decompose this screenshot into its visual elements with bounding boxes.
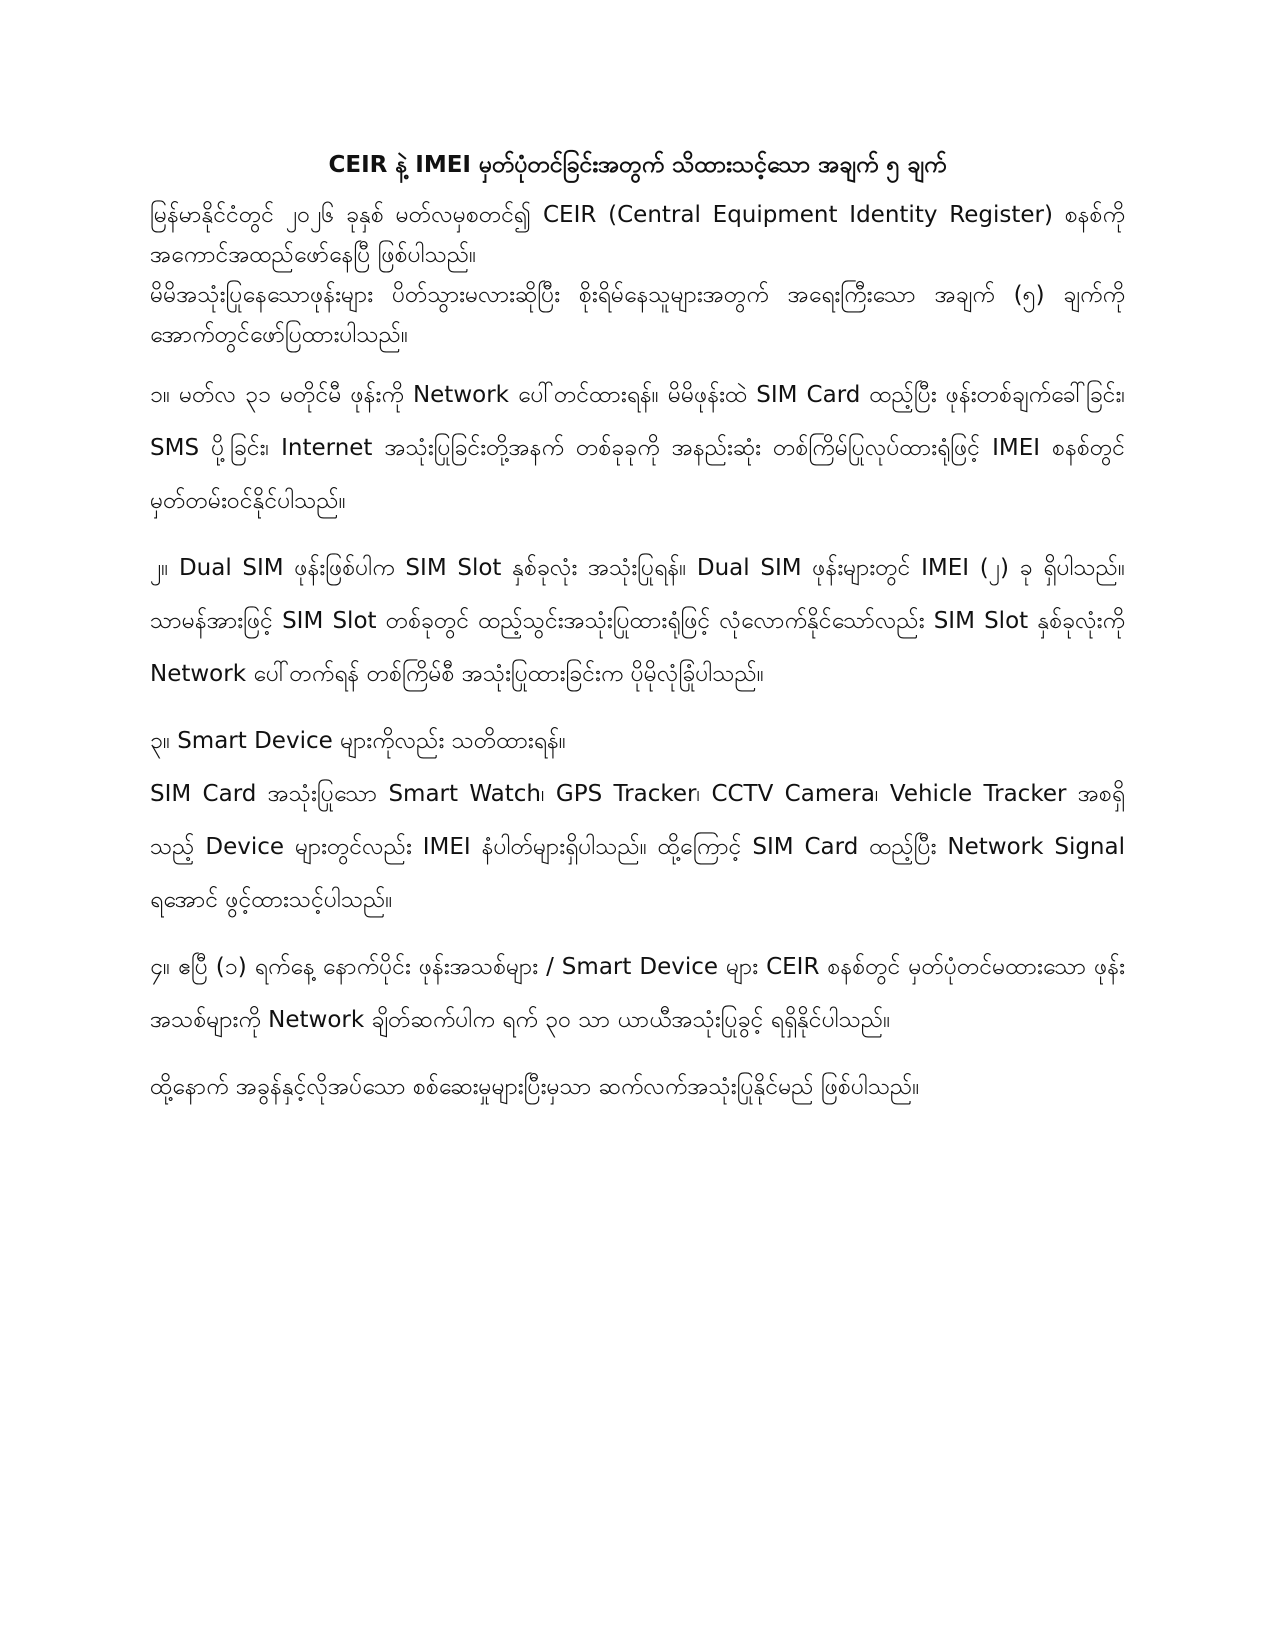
point-3-heading: ၃။ Smart Device များကိုလည်း သတိထားရန်။	[150, 728, 566, 754]
closing-paragraph: ထို့နောက် အခွန်နှင့်လိုအပ်သော စစ်ဆေးမှုများပြီးမှသာ ဆက်လက်အသုံးပြုနိုင်မည် ဖြစ်ပါသည်။	[150, 1074, 920, 1100]
document-page	[150, 145, 1125, 1128]
point-3-body: SIM Card အသုံးပြုသော Smart Watch၊ GPS Tracker၊ CCTV Camera၊ Vehicle Tracker အစရှိသည့် Device များတွင်လည်း IMEI နံပါတ်များရှိပါသည်။ ထို့ကြောင့် SIM Card ထည့်ပြီး Network Signal ရအောင် ဖွင့်ထားသင့်ပါသည်။	[150, 781, 1125, 913]
intro-paragraph: မိမိအသုံးပြုနေသောဖုန်းများ ပိတ်သွားမလားဆိုပြီး စိုးရိမ်နေသူများအတွက် အရေးကြီးသော အချက် (၅) ချက်ကို အောက်တွင်ဖော်ပြထားပါသည်။	[150, 282, 1125, 348]
point-1: ၁။ မတ်လ ၃၁ မတိုင်မီ ဖုန်းကို Network ပေါ်တင်ထားရန်။ မိမိဖုန်းထဲ SIM Card ထည့်ပြီး ဖုန်းတစ်ချက်ခေါ်ခြင်း၊ SMS ပို့ခြင်း၊ Internet အသုံးပြုခြင်းတို့အနက် တစ်ခုခုကို အနည်းဆုံး တစ်ကြိမ်ပြုလုပ်ထားရုံဖြင့် IMEI စနစ်တွင် မှတ်တမ်းဝင်နိုင်ပါသည်။	[150, 382, 1125, 514]
document-title: CEIR နဲ့ IMEI မှတ်ပုံတင်ခြင်းအတွက် သိထားသင့်သော အချက် ၅ ချက်	[328, 152, 947, 178]
point-4: ၄။ ဧပြီ (၁) ရက်နေ့ နောက်ပိုင်း ဖုန်းအသစ်များ / Smart Device များ CEIR စနစ်တွင် မှတ်ပုံတင်မထားသော ဖုန်းအသစ်များကို Network ချိတ်ဆက်ပါက ရက် ၃၀ သာ ယာယီအသုံးပြုခွင့် ရရှိနိုင်ပါသည်။	[150, 954, 1125, 1033]
intro-section	[150, 195, 1125, 355]
intro-paragraph: မြန်မာနိုင်ငံတွင် ၂၀၂၆ ခုနှစ် မတ်လမှစတင်၍ CEIR (Central Equipment Identity Register) စနစ်ကို အကောင်အထည်ဖော်နေပြီ ဖြစ်ပါသည်။	[150, 202, 1125, 268]
point-2: ၂။ Dual SIM ဖုန်းဖြစ်ပါက SIM Slot နှစ်ခုလုံး အသုံးပြုရန်။ Dual SIM ဖုန်းများတွင် IMEI (၂) ခု ရှိပါသည်။ သာမန်အားဖြင့် SIM Slot တစ်ခုတွင် ထည့်သွင်းအသုံးပြုထားရုံဖြင့် လုံလောက်နိုင်သော်လည်း SIM Slot နှစ်ခုလုံးကို Network ပေါ်တက်ရန် တစ်ကြိမ်စီ အသုံးပြုထားခြင်းက ပိုမိုလုံခြုံပါသည်။	[150, 555, 1125, 687]
